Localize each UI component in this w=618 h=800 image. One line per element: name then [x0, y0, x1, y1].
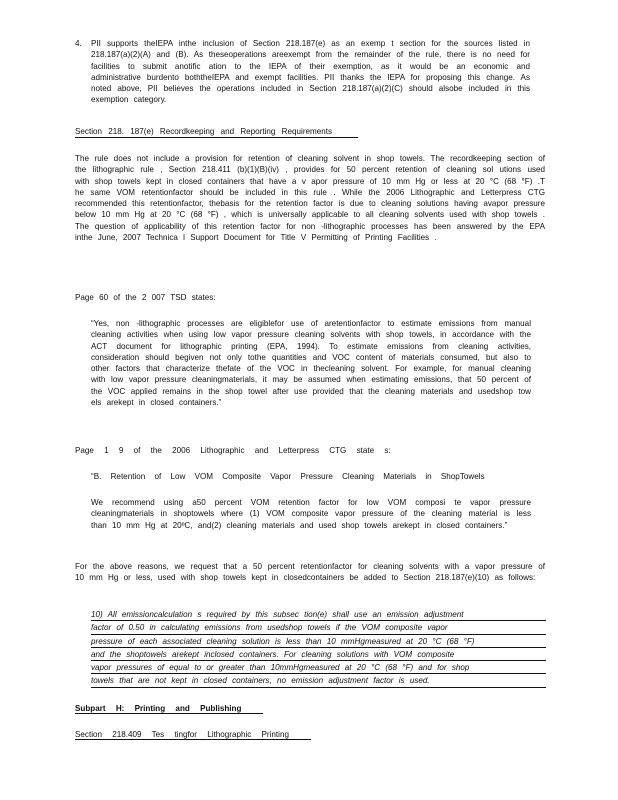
- item-text: PII supports theIEPA inthe inclusion of Section 218.187(e) as an exemp t section for the sources listed in 218.187(a)(2)(A) and (B). As theseoperations areexempt from the remainder of the rule, there is no need for facilities to submit anotific ation to the IEPA of their exemption, as it would be an economic and administrative burdento boththeIEPA and exempt facilities. PII thanks the IEPA for proposing this change. As noted above, PII believes the operations included in Section 218.187(a)(2)(C) should alsobe included in this exemption category.: [91, 39, 530, 105]
- amendment-line: pressure of each associated cleaning solution is less than 10 mmHgmeasured at 20 °C (68 °F): [91, 636, 546, 648]
- amendment-line: towels that are not kept in closed containers, no emission adjustment factor is used.: [91, 675, 546, 687]
- section-heading-text: Section 218. 187(e) Recordkeeping and Reporting Requirements: [75, 127, 358, 138]
- section-heading: [75, 127, 358, 136]
- amendment-line: vapor pressures of equal to or greater than 10mmHgmeasured at 20 °C (68 °F) and for shop: [91, 662, 546, 674]
- proposed-amendment: [91, 609, 546, 689]
- amendment-line: factor of 0.50 in calculating emissions from usedshop towels if the VOM composite vapor: [91, 622, 546, 634]
- numbered-item-4: [75, 38, 530, 106]
- paragraph-retention: The rule does not include a provision for retention of cleaning solvent in shop towels. The recordkeeping section of the lithographic rule , Section 218.411 (b)(1)(B)(iv) , provides for 50 percent retention of cleaning sol utions used with shop towels kept in closed containers that have a v apor pressure of 10 mm Hg or less at 20 °C (68 °F) .T he same VOM retentionfactor should be included in this rule . While the 2006 Lithographic and Letterpress CTG recommended this retentionfactor, thebasis for the retention factor is due to cleaning solutions having avapor pressure below 10 mm Hg at 20 °C (68 °F) , which is universally applicable to all cleaning solvents used with shop towels . The question of applicability of this retention factor for non -lithographic processes has been answered by the EPA inthe June, 2007 Technica l Support Document for Title V Permitting of Printing Facilities .: [75, 154, 545, 243]
- quote-ctg: We recommend using a50 percent VOM retention factor for low VOM composi te vapor pressure cleaningmaterials in shoptowels where (1) VOM composite vapor pressure of the cleaning material is less than 10 mm Hg at 20ºC, and(2) cleaning materials and used shop towels arekept in closed containers.”: [91, 498, 531, 530]
- amendment-line: and the shoptowels arekept inclosed containers. For cleaning solutions with VOM composite: [91, 649, 546, 661]
- quote-ctg-heading: “B. Retention of Low VOM Composite Vapor Pressure Cleaning Materials in ShopTowels: [91, 472, 485, 481]
- paragraph-tsd-intro: Page 60 of the 2 007 TSD states:: [75, 293, 216, 302]
- section-218-409-text: Section 218.409 Tes tingfor Lithographic Printing: [75, 730, 311, 740]
- section-218-409-heading: [75, 729, 311, 740]
- item-number: 4.: [75, 39, 82, 48]
- paragraph-request: For the above reasons, we request that a 50 percent retentionfactor for cleaning solvents with a vapor pressure of 10 mm Hg or less, used with shop towels kept in closedcontainers be added to Section 218.187(e)(10) as follows:: [75, 562, 545, 583]
- quote-tsd: “Yes, non -lithographic processes are eligiblefor use of aretentionfactor to estimate emissions from manual cleaning activities when using low vapor pressure cleaning solvents with shop towels, in accordance with the ACT document for lithographic printing (EPA, 1994). To estimate emissions from cleaning activities, consideration should begiven not only tothe quantities and VOC content of materials consumed, but also to other factors that characterize thefate of the VOC in thecleaning solvent. For example, for manual cleaning with low vapor pressure cleaningmaterials, it may be assumed when estimating emissions, that 50 percent of the VOC applied remains in the shop towel after use provided that the cleaning materials and usedshop tow els arekept in closed containers.”: [91, 319, 531, 408]
- paragraph-ctg-intro: Page 1 9 of the 2006 Lithographic and Letterpress CTG state s:: [75, 446, 391, 455]
- amendment-line: 10) All emissioncalculation s required by this subsec tion(e) shall use an emission adjustment: [91, 609, 546, 621]
- subpart-heading-text: Subpart H: Printing and Publishing: [75, 704, 263, 714]
- subpart-heading: [75, 703, 263, 714]
